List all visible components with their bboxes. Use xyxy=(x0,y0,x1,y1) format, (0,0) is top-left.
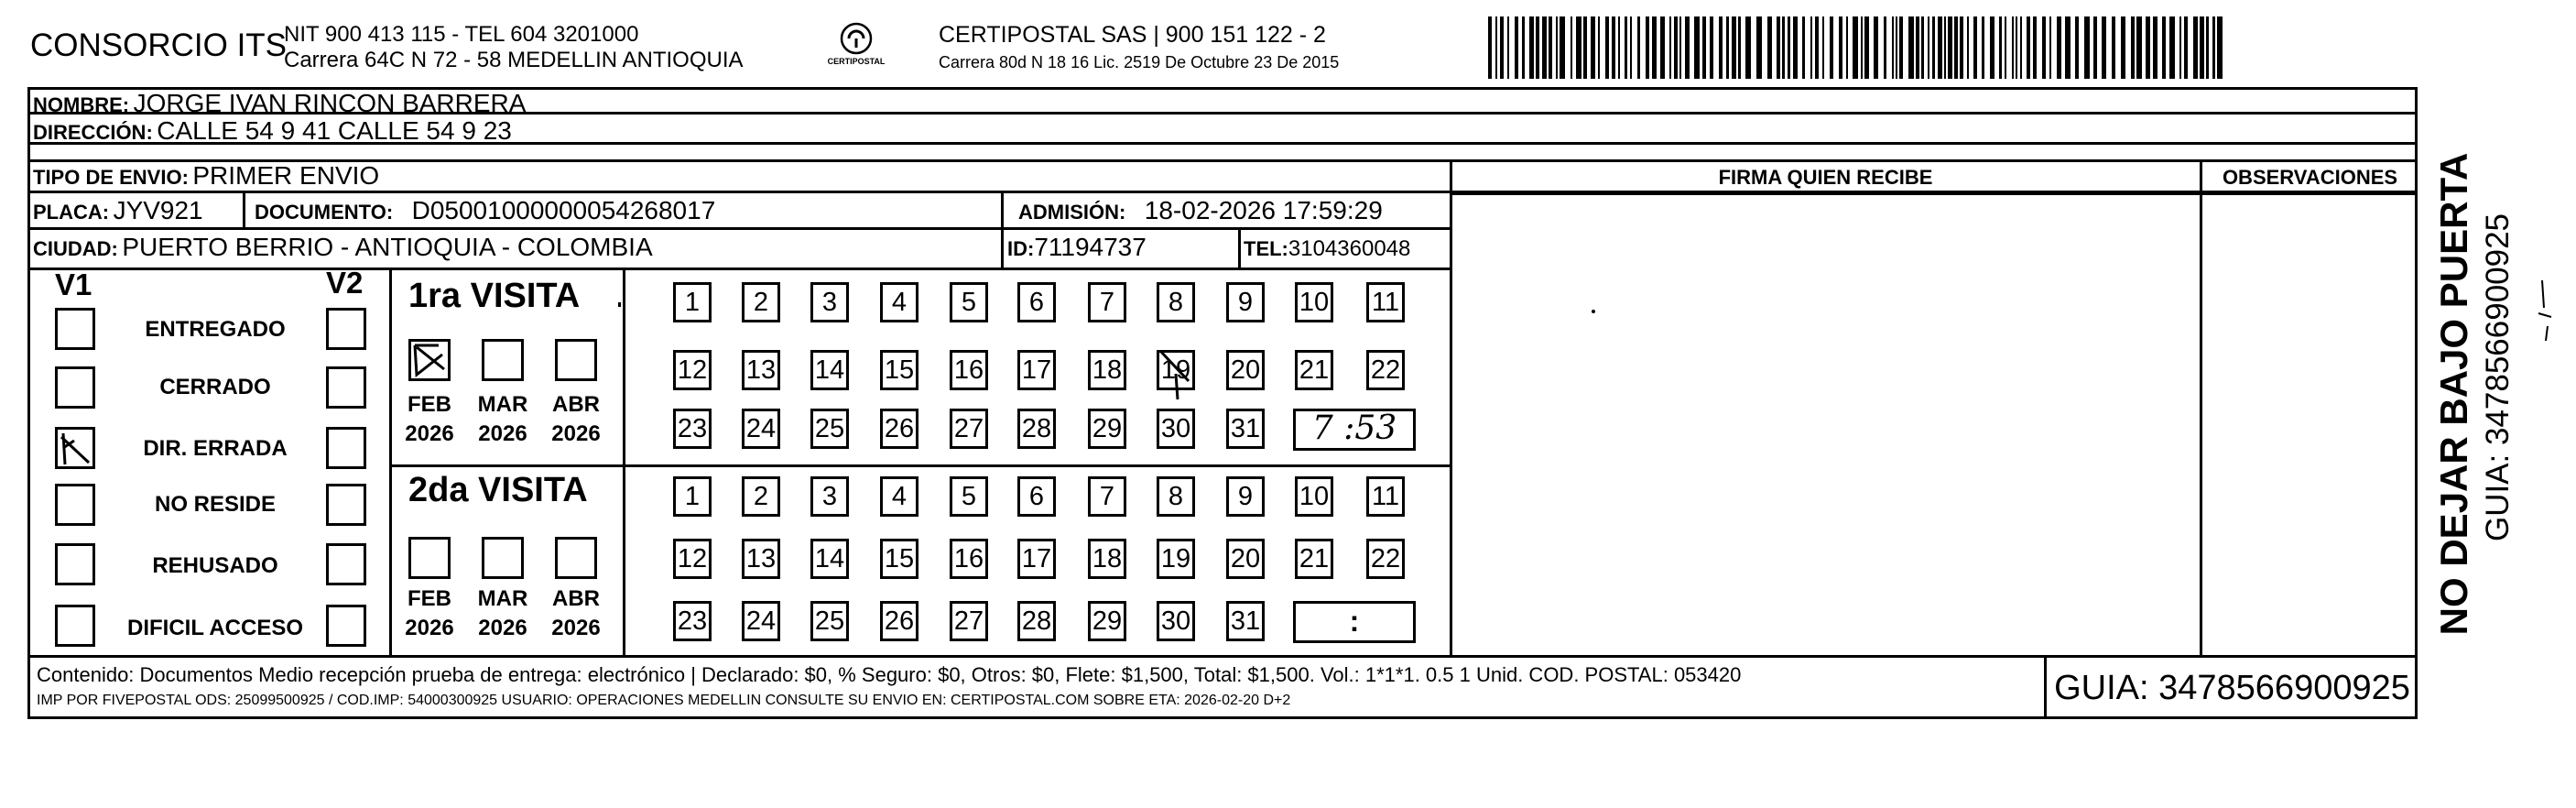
barcode-bar xyxy=(2121,16,2125,79)
status-cerrado: CERRADO xyxy=(159,375,271,399)
visit1-month-box-feb[interactable] xyxy=(408,339,451,381)
visit2-year-mar: 2026 xyxy=(478,616,527,640)
visit1-day-17[interactable]: 17 xyxy=(1017,350,1056,390)
barcode-bar xyxy=(1830,16,1833,79)
barcode-bar xyxy=(2093,16,2097,79)
visit1-day-12[interactable]: 12 xyxy=(673,350,712,390)
barcode-bar xyxy=(2005,16,2006,79)
barcode-bar xyxy=(1726,16,1729,79)
barcode-bar xyxy=(1536,16,1539,79)
barcode-bar xyxy=(1745,16,1751,79)
barcode-bar xyxy=(2200,16,2204,79)
barcode-bar xyxy=(2153,16,2158,79)
barcode-bar xyxy=(2217,16,2223,79)
barcode-bar xyxy=(2057,16,2061,79)
barcode-bar xyxy=(2012,16,2014,79)
barcode-bar xyxy=(1598,16,1600,79)
barcode-bar xyxy=(2075,16,2079,79)
visit2-day-24[interactable]: 24 xyxy=(742,601,780,641)
certipostal-logo xyxy=(815,18,897,73)
visit1-day-28[interactable]: 28 xyxy=(1017,409,1056,449)
visit2-title: 2da VISITA xyxy=(408,471,588,509)
visit1-time-box[interactable] xyxy=(1293,409,1416,451)
visit2-month-box-feb[interactable] xyxy=(408,537,451,579)
barcode-bar xyxy=(1560,16,1565,79)
barcode-bar xyxy=(1710,16,1713,79)
admision-label: ADMISIÓN: xyxy=(1018,201,1126,224)
barcode-bar xyxy=(1507,16,1509,79)
barcode-bar xyxy=(1874,16,1878,79)
status-dificil-acceso: DIFICIL ACCESO xyxy=(126,616,303,640)
visit1-day-29[interactable]: 29 xyxy=(1088,409,1126,449)
carrier-info-line2: Carrera 80d N 18 16 Lic. 2519 De Octubre 23 De 2015 xyxy=(939,53,1340,71)
barcode-bar xyxy=(2065,16,2071,79)
admision-cell xyxy=(1018,196,1383,225)
barcode-bar xyxy=(1542,16,1547,79)
visit2-day-20[interactable]: 20 xyxy=(1226,539,1265,579)
visit1-day-4[interactable]: 4 xyxy=(880,282,918,322)
footer-imp: IMP POR FIVEPOSTAL ODS: 25099500925 / COD.IMP: 54000300925 USUARIO: OPERACIONES MEDELLIN CONSULTE SU ENVIO EN: CERTIPOSTAL.COM SOBRE ETA: 2026-02-20 D+2 xyxy=(37,693,1291,708)
barcode-bar xyxy=(1679,16,1681,79)
barcode-bar xyxy=(1908,16,1914,79)
barcode-bar xyxy=(1932,16,1935,79)
company-info-line2: Carrera 64C N 72 - 58 MEDELLIN ANTIOQUIA xyxy=(284,48,744,72)
barcode-bar xyxy=(1529,16,1534,79)
visit2-day-17[interactable]: 17 xyxy=(1017,539,1056,579)
visit1-day-8[interactable]: 8 xyxy=(1157,282,1195,322)
barcode-bar xyxy=(1702,16,1706,79)
status-entregado: ENTREGADO xyxy=(145,317,286,342)
checkmark-icon xyxy=(58,430,94,468)
visit2-day-5[interactable]: 5 xyxy=(950,476,988,517)
barcode-bar xyxy=(1732,16,1736,79)
barcode-bar xyxy=(2102,16,2106,79)
barcode-bar xyxy=(1815,16,1819,79)
visit1-month-abr: ABR xyxy=(552,392,600,417)
visit1-day-14[interactable]: 14 xyxy=(810,350,849,390)
v1-checkbox-entregado[interactable] xyxy=(55,308,95,350)
visit1-month-feb: FEB xyxy=(408,392,451,417)
barcode-bar xyxy=(1916,16,1919,79)
visit1-day-30[interactable]: 30 xyxy=(1157,409,1195,449)
barcode-bar xyxy=(1694,16,1700,79)
visit2-month-feb: FEB xyxy=(408,586,451,611)
visit2-day-13[interactable]: 13 xyxy=(742,539,780,579)
visit1-month-box-abr[interactable] xyxy=(555,339,597,381)
barcode-bar xyxy=(1756,16,1762,79)
status-dir-errada: DIR. ERRADA xyxy=(143,436,288,461)
id-cell xyxy=(1007,233,1147,262)
firma-header: FIRMA QUIEN RECIBE xyxy=(1718,166,1933,189)
v2-label: V2 xyxy=(326,266,364,300)
barcode-bar xyxy=(2146,16,2150,79)
nombre-value: JORGE IVAN RINCON BARRERA xyxy=(133,89,527,117)
footer-contenido: Contenido: Documentos Medio recepción prueba de entrega: electrónico | Declarado: $0, % Seguro: $0, Otros: $0, Flete: $1,500, Total: $1,500. Vol.: 1*1*1. 0.5 1 Unid. COD. POSTAL: 053420 xyxy=(37,663,1742,686)
visit1-day-15[interactable]: 15 xyxy=(880,350,918,390)
barcode-bar xyxy=(2033,16,2037,79)
visit2-day-25[interactable]: 25 xyxy=(810,601,849,641)
tipo-envio-value: PRIMER ENVIO xyxy=(192,161,380,190)
visit1-year-mar: 2026 xyxy=(478,421,527,446)
visit2-day-2[interactable]: 2 xyxy=(742,476,780,517)
barcode-bar xyxy=(2212,16,2215,79)
barcode-bar xyxy=(2169,16,2175,79)
barcode-bar xyxy=(1944,16,1946,79)
barcode-bar xyxy=(1571,16,1572,79)
visit2-day-29[interactable]: 29 xyxy=(1088,601,1126,641)
visit2-time: : xyxy=(1349,605,1360,638)
visit1-day-18[interactable]: 18 xyxy=(1088,350,1126,390)
barcode-bar xyxy=(2049,16,2051,79)
visit1-day-2[interactable]: 2 xyxy=(742,282,780,322)
v1-label: V1 xyxy=(55,268,92,301)
barcode-bar xyxy=(1522,16,1525,79)
visit2-day-1[interactable]: 1 xyxy=(673,476,712,517)
barcode-bar xyxy=(1846,16,1848,79)
visit1-time: 7 :53 xyxy=(1311,409,1397,447)
visit2-day-3[interactable]: 3 xyxy=(810,476,849,517)
visit2-day-8[interactable]: 8 xyxy=(1157,476,1195,517)
visit2-day-12[interactable]: 12 xyxy=(673,539,712,579)
barcode-bar xyxy=(1864,16,1869,79)
barcode-bar xyxy=(1591,16,1595,79)
v2-checkbox-entregado[interactable] xyxy=(326,308,366,350)
visit1-day-24[interactable]: 24 xyxy=(742,409,780,449)
visit2-year-feb: 2026 xyxy=(405,616,454,640)
visit2-day-9[interactable]: 9 xyxy=(1226,476,1265,517)
barcode-bar xyxy=(1495,16,1497,79)
barcode-bar xyxy=(1822,16,1824,79)
barcode-bar xyxy=(1982,16,1984,79)
tipo-envio-label: TIPO DE ENVIO: xyxy=(33,166,189,189)
barcode-bar xyxy=(2162,16,2166,79)
company-name: CONSORCIO ITS xyxy=(30,27,288,63)
tel-value: 3104360048 xyxy=(1288,236,1411,261)
v2-checkbox-no-reside[interactable] xyxy=(326,484,366,526)
barcode-bar xyxy=(1967,16,1969,79)
barcode-bar xyxy=(1777,16,1780,79)
company-info-line1: NIT 900 413 115 - TEL 604 3201000 xyxy=(284,22,639,47)
visit2-day-27[interactable]: 27 xyxy=(950,601,988,641)
barcode-bar xyxy=(1625,16,1627,79)
checkmark-icon xyxy=(411,342,448,378)
barcode-bar xyxy=(2027,16,2030,79)
visit2-day-22[interactable]: 22 xyxy=(1366,539,1405,579)
documento-cell xyxy=(255,196,715,225)
barcode-bar xyxy=(1549,16,1552,79)
barcode-bar xyxy=(1899,16,1903,79)
barcode-bar xyxy=(1637,16,1640,79)
admision-value: 18-02-2026 17:59:29 xyxy=(1144,196,1383,224)
barcode-bar xyxy=(1612,16,1615,79)
tipo-envio-row xyxy=(33,161,379,191)
barcode-bar xyxy=(2193,16,2198,79)
visit2-day-18[interactable]: 18 xyxy=(1088,539,1126,579)
visit2-day-28[interactable]: 28 xyxy=(1017,601,1056,641)
ciudad-cell xyxy=(33,233,653,262)
strike-icon xyxy=(1156,346,1201,401)
barcode-bar xyxy=(1618,16,1620,79)
barcode-bar xyxy=(1605,16,1609,79)
barcode-bar xyxy=(1788,16,1790,79)
ciudad-value: PUERTO BERRIO - ANTIOQUIA - COLOMBIA xyxy=(122,233,653,261)
barcode-bar xyxy=(1990,16,1994,79)
barcode-bar xyxy=(1767,16,1772,79)
visit1-day-19[interactable]: 19 xyxy=(1157,350,1195,390)
visit1-day-26[interactable]: 26 xyxy=(880,409,918,449)
barcode-bar xyxy=(1896,16,1897,79)
v2-checkbox-dificil-acceso[interactable] xyxy=(326,605,366,647)
barcode-bar xyxy=(1646,16,1649,79)
barcode-bar xyxy=(2020,16,2022,79)
visit2-day-16[interactable]: 16 xyxy=(950,539,988,579)
visit1-day-20[interactable]: 20 xyxy=(1226,350,1265,390)
barcode-bar xyxy=(1960,16,1963,79)
barcode-bar xyxy=(1928,16,1929,79)
barcode-bar xyxy=(1793,16,1798,79)
barcode-bar xyxy=(1839,16,1842,79)
side-mark xyxy=(2537,271,2555,349)
ciudad-label: CIUDAD: xyxy=(33,237,118,260)
v2-checkbox-cerrado[interactable] xyxy=(326,366,366,409)
observaciones-header: OBSERVACIONES xyxy=(2222,166,2398,189)
status-no-reside: NO RESIDE xyxy=(154,492,277,517)
barcode-bar xyxy=(1583,16,1587,79)
visit2-day-19[interactable]: 19 xyxy=(1157,539,1195,579)
barcode-bar xyxy=(2136,16,2142,79)
barcode-bar xyxy=(1802,16,1805,79)
v1-checkbox-cerrado[interactable] xyxy=(55,366,95,409)
visit2-month-abr: ABR xyxy=(552,586,600,611)
barcode-bar xyxy=(1669,16,1671,79)
side-guia: GUIA: 3478566900925 xyxy=(2480,213,2516,542)
visit2-year-abr: 2026 xyxy=(551,616,601,640)
visit2-day-10[interactable]: 10 xyxy=(1295,476,1333,517)
visit1-year-abr: 2026 xyxy=(551,421,601,446)
logo-text: CERTIPOSTAL xyxy=(827,57,886,66)
visit2-month-box-abr[interactable] xyxy=(555,537,597,579)
direccion-value: CALLE 54 9 41 CALLE 54 9 23 xyxy=(157,116,512,145)
v2-checkbox-dir-errada[interactable] xyxy=(326,427,366,469)
barcode-bar xyxy=(2042,16,2046,79)
visit2-month-box-mar[interactable] xyxy=(482,537,524,579)
barcode-bar xyxy=(1674,16,1678,79)
v2-checkbox-rehusado[interactable] xyxy=(326,543,366,585)
barcode-bar xyxy=(1500,16,1504,79)
status-rehusado: REHUSADO xyxy=(152,553,278,578)
firma-mark xyxy=(1592,310,1595,313)
visit1-day-9[interactable]: 9 xyxy=(1226,282,1265,322)
visit1-day-1[interactable]: 1 xyxy=(673,282,712,322)
tel-label: TEL: xyxy=(1244,237,1288,260)
placa-cell xyxy=(33,196,203,225)
barcode-bar xyxy=(1660,16,1665,79)
barcode-bar xyxy=(1921,16,1924,79)
footer-guia: GUIA: 3478566900925 xyxy=(2054,669,2410,707)
v1-checkbox-dificil-acceso[interactable] xyxy=(55,605,95,647)
barcode-bar xyxy=(1685,16,1690,79)
visit2-month-mar: MAR xyxy=(477,586,528,611)
tel-cell xyxy=(1244,236,1410,262)
visit1-day-3[interactable]: 3 xyxy=(810,282,849,322)
nombre-row xyxy=(33,89,527,117)
placa-value: JYV921 xyxy=(113,196,203,224)
visit1-day-10[interactable]: 10 xyxy=(1295,282,1333,322)
barcode-bar xyxy=(1999,16,2002,79)
documento-value: D05001000000054268017 xyxy=(411,196,716,224)
v1-checkbox-no-reside[interactable] xyxy=(55,484,95,526)
carrier-info-line1: CERTIPOSTAL SAS | 900 151 122 - 2 xyxy=(939,22,1326,48)
visit2-day-15[interactable]: 15 xyxy=(880,539,918,579)
barcode-bar xyxy=(1719,16,1723,79)
visit2-time-box[interactable] xyxy=(1293,601,1416,643)
documento-label: DOCUMENTO: xyxy=(255,201,394,224)
id-value: 71194737 xyxy=(1034,233,1147,261)
barcode-bar xyxy=(1954,16,1958,79)
visit2-day-4[interactable]: 4 xyxy=(880,476,918,517)
visit2-day-14[interactable]: 14 xyxy=(810,539,849,579)
visit2-day-7[interactable]: 7 xyxy=(1088,476,1126,517)
barcode-bar xyxy=(1576,16,1581,79)
barcode-bar xyxy=(2179,16,2181,79)
visit1-day-5[interactable]: 5 xyxy=(950,282,988,322)
v1-checkbox-rehusado[interactable] xyxy=(55,543,95,585)
visit1-day-13[interactable]: 13 xyxy=(742,350,780,390)
day19-strike xyxy=(1156,346,1201,406)
barcode-bar xyxy=(1630,16,1632,79)
barcode-bar xyxy=(1556,16,1558,79)
direccion-label: DIRECCIÓN: xyxy=(33,121,153,144)
direccion-row xyxy=(33,116,512,146)
barcode-bar xyxy=(1884,16,1886,79)
visit2-day-31[interactable]: 31 xyxy=(1226,601,1265,641)
visit2-day-26[interactable]: 26 xyxy=(880,601,918,641)
barcode-bar xyxy=(1488,16,1492,79)
visit1-day-22[interactable]: 22 xyxy=(1366,350,1405,390)
barcode-bar xyxy=(1652,16,1657,79)
barcode-bar xyxy=(1782,16,1785,79)
visit1-title: 1ra VISITA xyxy=(408,277,581,315)
visit2-day-23[interactable]: 23 xyxy=(673,601,712,641)
visit1-day-21[interactable]: 21 xyxy=(1295,350,1333,390)
barcode-bar xyxy=(1853,16,1858,79)
visit1-month-mar: MAR xyxy=(477,392,528,417)
header xyxy=(0,0,2518,87)
visit1-mark xyxy=(618,302,621,307)
barcode-bar xyxy=(2206,16,2209,79)
barcode-bar xyxy=(2112,16,2115,79)
barcode-bar xyxy=(1973,16,1977,79)
placa-label: PLACA: xyxy=(33,201,110,224)
visit2-day-11[interactable]: 11 xyxy=(1366,476,1405,517)
barcode-bar xyxy=(2184,16,2188,79)
barcode-bar xyxy=(1515,16,1518,79)
visit1-day-27[interactable]: 27 xyxy=(950,409,988,449)
visit1-day-11[interactable]: 11 xyxy=(1366,282,1405,322)
barcode xyxy=(1488,16,2225,79)
barcode-bar xyxy=(1738,16,1741,79)
barcode-bar xyxy=(1861,16,1863,79)
visit2-day-30[interactable]: 30 xyxy=(1157,601,1195,641)
visit2-day-21[interactable]: 21 xyxy=(1295,539,1333,579)
barcode-bar xyxy=(2016,16,2017,79)
id-label: ID: xyxy=(1007,237,1035,260)
visit1-day-7[interactable]: 7 xyxy=(1088,282,1126,322)
barcode-bar xyxy=(2084,16,2090,79)
barcode-bar xyxy=(1938,16,1942,79)
scribble-icon xyxy=(2537,271,2555,344)
no-dejar-bajo-puerta: NO DEJAR BAJO PUERTA xyxy=(2432,152,2475,636)
visit1-day-6[interactable]: 6 xyxy=(1017,282,1056,322)
visit1-day-16[interactable]: 16 xyxy=(950,350,988,390)
visit1-month-box-mar[interactable] xyxy=(482,339,524,381)
visit1-day-31[interactable]: 31 xyxy=(1226,409,1265,449)
barcode-bar xyxy=(1948,16,1952,79)
visit1-day-23[interactable]: 23 xyxy=(673,409,712,449)
v1-checkbox-dir-errada[interactable] xyxy=(55,427,95,469)
barcode-bar xyxy=(1810,16,1812,79)
barcode-bar xyxy=(1892,16,1894,79)
visit2-day-6[interactable]: 6 xyxy=(1017,476,1056,517)
barcode-bar xyxy=(2131,16,2135,79)
visit1-day-25[interactable]: 25 xyxy=(810,409,849,449)
nombre-label: NOMBRE: xyxy=(33,93,130,116)
visit1-year-feb: 2026 xyxy=(405,421,454,446)
